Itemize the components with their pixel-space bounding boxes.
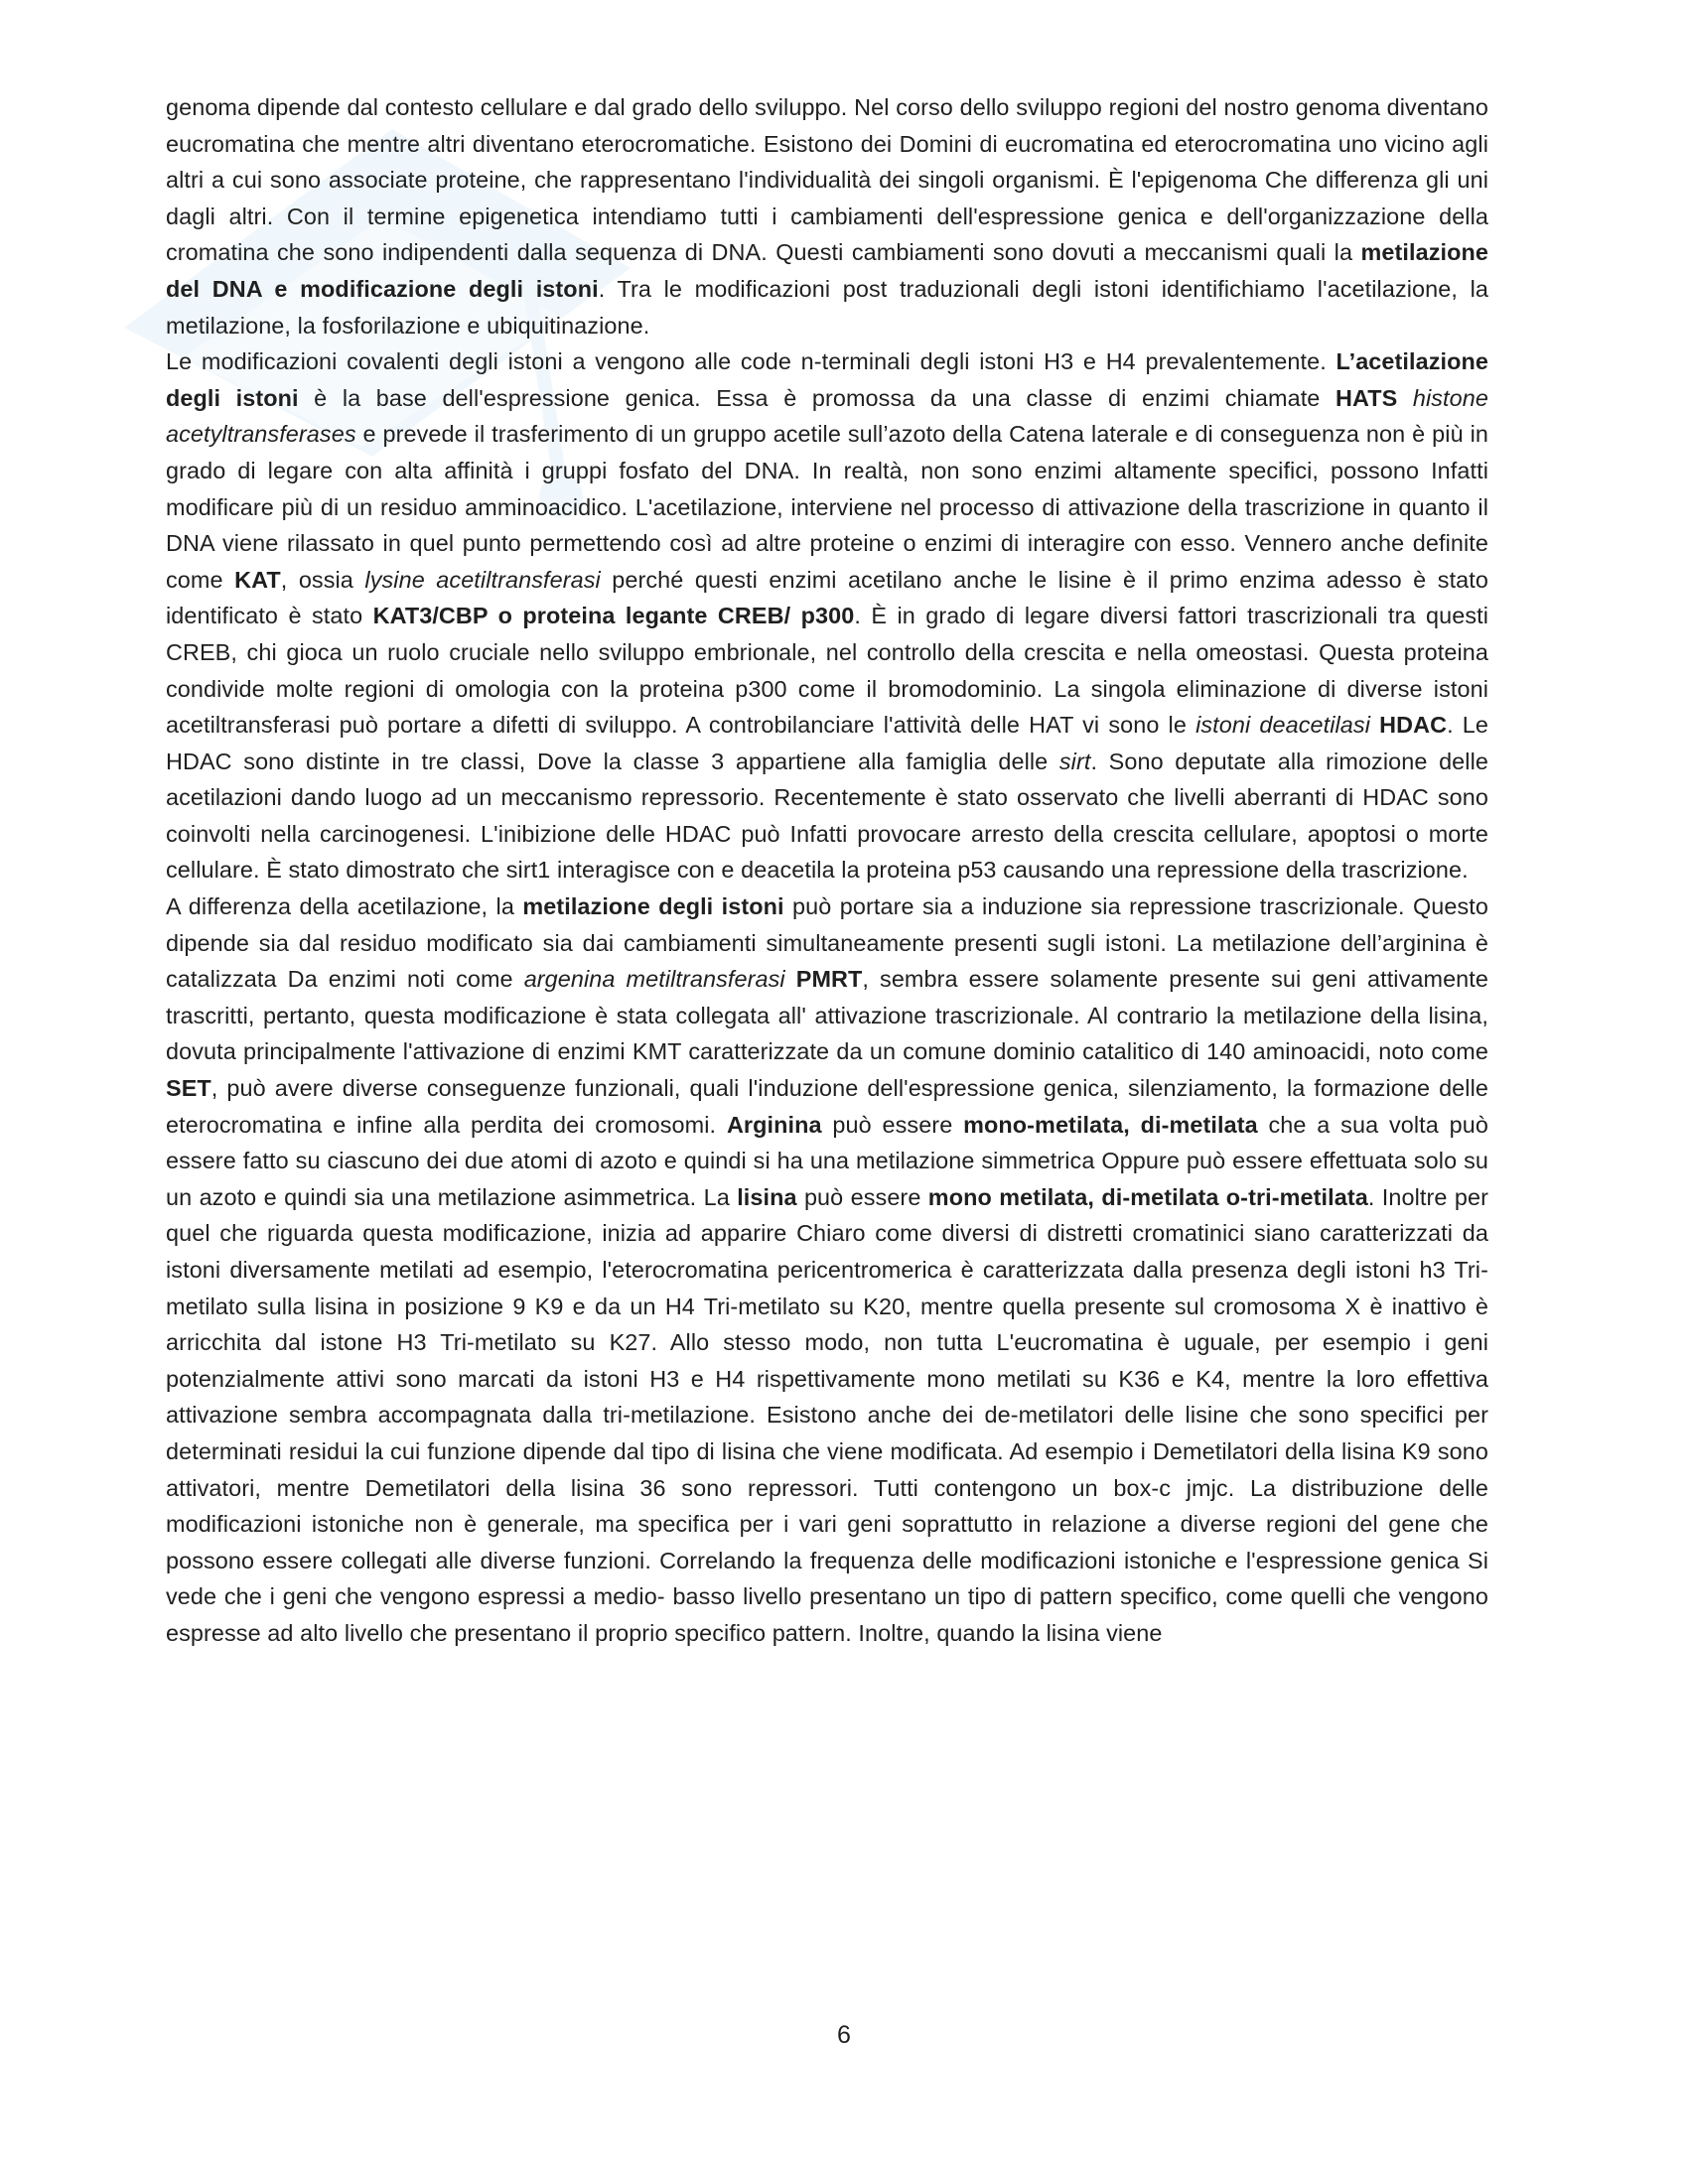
text-run: , ossia [280, 566, 365, 593]
text-run: può essere [796, 1183, 928, 1210]
text-run [1370, 712, 1379, 738]
text-run: è la base dell'espressione genica. Essa è promossa da una classe di enzimi chiamate [298, 384, 1336, 411]
text-run [785, 966, 796, 992]
text-run: e prevede il trasferimento di un gruppo acetile sull’azoto della Catena laterale e di conseguenza non è più in grado di legare con alta affinità i gruppi fosfato del DNA. In realtà, non sono enzimi altamente specifici, possono Infatti modificare più di un residuo amminoacidico. L'acetilazione, interviene nel processo di attivazione della trascrizione in quanto il DNA viene rilassato in quel punto permettendo così ad altre proteine o enzimi di interagire con esso. Vennero anche definite come [166, 421, 1488, 593]
bold-term: mono metilata, di-metilata o-tri-metilata [927, 1183, 1368, 1210]
bold-term: Arginina [726, 1111, 822, 1138]
page-number: 6 [837, 2021, 851, 2049]
paragraph [166, 343, 1488, 888]
italic-term: istoni deacetilasi [1196, 712, 1370, 739]
document-body [166, 89, 1488, 1652]
text-run: Le modificazioni covalenti degli istoni a vengono alle code n-terminali degli istoni H3 e H4 prevalentemente. [166, 348, 1336, 375]
text-run: può portare sia a induzione sia repressione trascrizionale. Questo dipende sia dal residuo modificato sia dai cambiamenti simultaneamente presenti sugli istoni. La metilazione dell’arginina è catalizzata Da enzimi noti come [166, 893, 1488, 993]
bold-term: KAT [234, 566, 281, 593]
text-run: perché questi enzimi acetilano anche le lisine è il primo enzima adesso è stato identificato è stato [166, 566, 1488, 629]
bold-term: SET [166, 1075, 211, 1102]
paragraph [166, 888, 1488, 1651]
italic-term: histone acetyltransferases [166, 384, 1488, 448]
bold-term: PMRT [795, 966, 863, 993]
italic-term: sirt [1058, 748, 1091, 774]
text-run: , sembra essere solamente presente sui geni attivamente trascritti, pertanto, questa modificazione è stata collegata all' attivazione trascrizionale. Al contrario la metilazione della lisina, dovuta principalmente l'attivazione di enzimi KMT caratterizzate da un comune dominio catalitico di 140 aminoacidi, noto come [166, 966, 1488, 1065]
paragraph [166, 89, 1488, 343]
text-run: . Inoltre per quel che riguarda questa modificazione, inizia ad apparire Chiaro come diversi di distretti cromatinici siano caratterizzati da istoni diversamente metilati ad esempio, l'eterocromatina pericentromerica è caratterizzata dalla presenza degli istoni h3 Tri-metilato sulla lisina in posizione 9 K9 e da un H4 Tri-metilato su K20, mentre quella presente sul cromosoma X è inattivo è arricchita dal istone H3 Tri-metilato su K27. Allo stesso modo, non tutta L'eucromatina è uguale, per esempio i geni potenzialmente attivi sono marcati da istoni H3 e H4 rispettivamente mono metilati su K36 e K4, mentre la loro effettiva attivazione sembra accompagnata dalla tri-metilazione. Esistono anche dei de-metilatori delle lisine che sono specifici per determinati residui la cui funzione dipende dal tipo di lisina che viene modificata. Ad esempio i Demetilatori della lisina K9 sono attivatori, mentre Demetilatori della lisina 36 sono repressori. Tutti contengono un box-c jmjc. La distribuzione delle modificazioni istoniche non è generale, ma specifica per i vari geni soprattutto in relazione a diverse regioni del gene che possono essere collegati alle diverse funzioni. Correlando la frequenza delle modificazioni istoniche e l'espressione genica Si vede che i geni che vengono espressi a medio- basso livello presentano un tipo di pattern specifico, come quelli che vengono espresse ad alto livello che presentano il proprio specifico pattern. Inoltre, quando la lisina viene [166, 1183, 1488, 1646]
text-run: . Le HDAC sono distinte in tre classi, Dove la classe 3 appartiene alla famiglia delle [166, 712, 1488, 774]
text-run: A differenza della acetilazione, la [166, 893, 523, 920]
italic-term: lysine acetiltransferasi [364, 566, 601, 593]
bold-term: lisina [737, 1183, 797, 1210]
bold-term: HATS [1335, 384, 1398, 411]
bold-term: HDAC [1379, 712, 1448, 739]
text-run: può essere [821, 1111, 964, 1138]
text-run: . È in grado di legare diversi fattori trascrizionali tra questi CREB, chi gioca un ruolo cruciale nello sviluppo embrionale, nel controllo della crescita e nella omeostasi. Questa proteina condivide molte regioni di omologia con la proteina p300 come il bromodominio. La singola eliminazione di diverse istoni acetiltransferasi può portare a difetti di sviluppo. A controbilanciare l'attività delle HAT vi sono le [166, 603, 1489, 739]
bold-term: metilazione degli istoni [522, 893, 784, 920]
text-run: , può avere diverse conseguenze funzionali, quali l'induzione dell'espressione genica, silenziamento, la formazione delle eterocromatina e infine alla perdita dei cromosomi. [166, 1075, 1488, 1138]
italic-term: argenina metiltransferasi [523, 966, 785, 993]
bold-term: metilazione del DNA e modificazione degli istoni [166, 239, 1488, 302]
text-run: che a sua volta può essere fatto su ciascuno dei due atomi di azoto e quindi si ha una metilazione simmetrica Oppure può essere effettuata solo su un azoto e quindi sia una metilazione asimmetrica. La [166, 1111, 1488, 1210]
text-run [1397, 385, 1413, 411]
bold-term: L’acetilazione degli istoni [166, 348, 1488, 411]
bold-term: mono-metilata, di-metilata [963, 1111, 1258, 1138]
bold-term: KAT3/CBP o proteina legante CREB/ p300 [372, 603, 855, 629]
text-run: genoma dipende dal contesto cellulare e dal grado dello sviluppo. Nel corso dello sviluppo regioni del nostro genoma diventano eucromatina che mentre altri diventano eterocromatiche. Esistono dei Domini di eucromatina ed eterocromatina uno vicino agli altri a cui sono associate proteine, che rappresentano l'individualità dei singoli organismi. È l'epigenoma Che differenza gli uni dagli altri. Con il termine epigenetica intendiamo tutti i cambiamenti dell'espressione genica e dell'organizzazione della cromatina che sono indipendenti dalla sequenza di DNA. Questi cambiamenti sono dovuti a meccanismi quali la [166, 94, 1488, 266]
text-run: . Sono deputate alla rimozione delle acetilazioni dando luogo ad un meccanismo repressorio. Recentemente è stato osservato che livelli aberranti di HDAC sono coinvolti nella carcinogenesi. L'inibizione delle HDAC può Infatti provocare arresto della crescita cellulare, apoptosi o morte cellulare. È stato dimostrato che sirt1 interagisce con e deacetila la proteina p53 causando una repressione della trascrizione. [166, 748, 1488, 884]
text-run: . Tra le modificazioni post traduzionali degli istoni identifichiamo l'acetilazione, la metilazione, la fosforilazione e ubiquitinazione. [166, 275, 1488, 339]
